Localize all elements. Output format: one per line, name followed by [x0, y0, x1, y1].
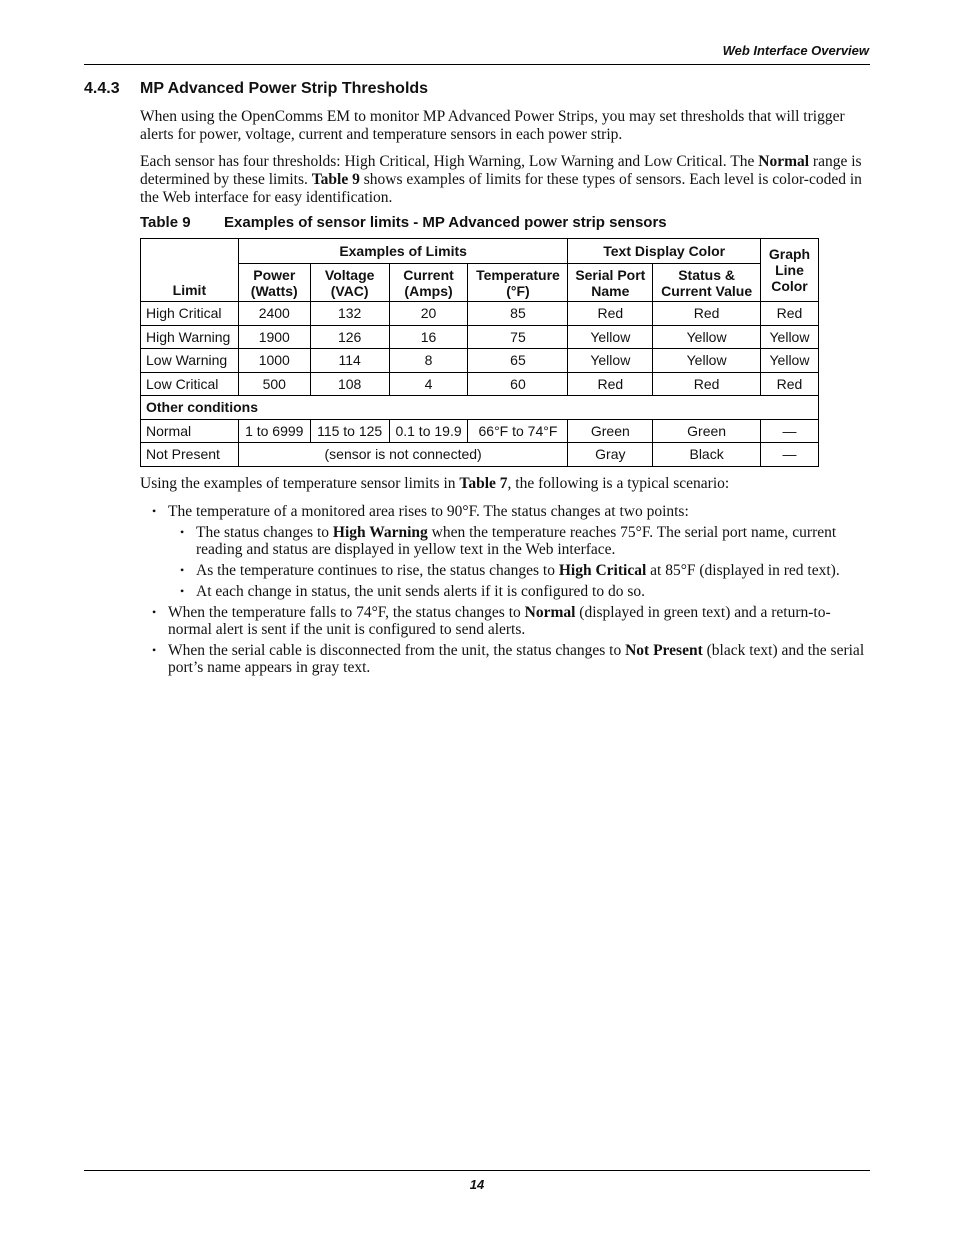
table-cell: 66°F to 74°F [468, 419, 568, 443]
table-cell: Yellow [568, 349, 653, 373]
text-run: When the temperature falls to 74°F, the status changes to [168, 604, 525, 621]
table-cell: Green [568, 419, 653, 443]
table-cell: Normal [141, 419, 239, 443]
col-header-graph-line: Graph Line Color [760, 239, 818, 302]
table-reference: Table 9 [311, 171, 360, 188]
list-item [152, 642, 870, 676]
section-heading [84, 80, 428, 98]
table-cell: Red [653, 372, 761, 396]
table-cell: 16 [389, 325, 468, 349]
running-header: Web Interface Overview [722, 43, 869, 58]
table-cell: 85 [468, 302, 568, 326]
table-cell: High Warning [141, 325, 239, 349]
list-item [152, 503, 870, 600]
text-run: The temperature of a monitored area rises to 90°F. The status changes at two points: [168, 503, 689, 520]
table-reference: Table 7 [459, 475, 508, 492]
table-cell: 60 [468, 372, 568, 396]
sub-list [180, 524, 870, 600]
text-run: (displayed in green text) and a return-to-normal alert is sent if the unit is configured to send alerts. [168, 604, 831, 638]
bold-run: Normal [524, 604, 576, 621]
list-item [180, 562, 870, 579]
table-cell: Red [760, 372, 818, 396]
table-cell: Low Warning [141, 349, 239, 373]
table-cell: 0.1 to 19.9 [389, 419, 468, 443]
table-number: Table 9 [140, 214, 191, 231]
col-header-current: Current (Amps) [389, 264, 468, 302]
table-cell: 132 [310, 302, 389, 326]
other-conditions-label: Other conditions [141, 396, 819, 420]
bold-run: High Warning [332, 524, 428, 541]
table-cell: 2400 [238, 302, 310, 326]
bullet-icon: • [152, 605, 157, 619]
intro-paragraph: When using the OpenComms EM to monitor MP Advanced Power Strips, you may set thresholds that will trigger alerts for power, voltage, current and temperature sensors in each power strip. [140, 108, 845, 143]
header-rule [84, 64, 870, 65]
text-run: shows examples of limits for these types of sensors. Each level is color-coded in the Web interface for easy identification. [140, 171, 862, 206]
table-cell: Red [760, 302, 818, 326]
table-cell: 65 [468, 349, 568, 373]
table-cell: (sensor is not connected) [238, 443, 568, 467]
table-row-other-conditions [141, 396, 819, 420]
scenario-list [152, 503, 870, 680]
text-run: when the temperature reaches 75°F. The serial port name, current reading and status are displayed in yellow text in the Web interface. [196, 524, 837, 558]
list-item [152, 604, 870, 638]
thresholds-paragraph [140, 153, 870, 207]
bullet-icon: • [152, 504, 157, 518]
table-title: Examples of sensor limits - MP Advanced power strip sensors [224, 214, 667, 231]
page-number: 14 [469, 1177, 485, 1192]
table-cell: 115 to 125 [310, 419, 389, 443]
bold-run: Normal [758, 153, 810, 170]
table-cell: Yellow [653, 349, 761, 373]
col-header-status: Status & Current Value [653, 264, 761, 302]
table-cell: High Critical [141, 302, 239, 326]
text-run: As the temperature continues to rise, the status changes to [196, 562, 559, 579]
bold-run: High Critical [558, 562, 647, 579]
table-cell: Yellow [653, 325, 761, 349]
bullet-icon: • [180, 563, 185, 577]
table-cell: 20 [389, 302, 468, 326]
table-row [141, 419, 819, 443]
table-cell: Yellow [568, 325, 653, 349]
list-item [180, 524, 870, 558]
table-cell: Not Present [141, 443, 239, 467]
bold-run: Not Present [625, 642, 703, 659]
table-row [141, 372, 819, 396]
text-run: , the following is a typical scenario: [507, 475, 730, 492]
col-header-temperature: Temperature (°F) [468, 264, 568, 302]
table-row [141, 302, 819, 326]
table-cell: 108 [310, 372, 389, 396]
col-header-limit: Limit [141, 239, 239, 302]
table-cell: — [760, 443, 818, 467]
scenario-intro-paragraph [140, 475, 870, 493]
group-header-examples: Examples of Limits [238, 239, 568, 264]
text-run: (black text) and the serial port’s name appears in gray text. [168, 642, 865, 676]
table-cell: 114 [310, 349, 389, 373]
section-title: MP Advanced Power Strip Thresholds [140, 80, 429, 97]
table-cell: 75 [468, 325, 568, 349]
table-cell: Black [653, 443, 761, 467]
bullet-icon: • [180, 525, 185, 539]
table-cell: Yellow [760, 349, 818, 373]
col-header-serial-port: Serial Port Name [568, 264, 653, 302]
text-run: Each sensor has four thresholds: High Critical, High Warning, Low Warning and Low Critical. The [140, 153, 759, 170]
footer-rule [84, 1170, 870, 1171]
table-cell: Red [568, 372, 653, 396]
table-cell: 500 [238, 372, 310, 396]
table-cell: — [760, 419, 818, 443]
list-item [180, 583, 870, 600]
table-cell: Gray [568, 443, 653, 467]
table-cell: 1000 [238, 349, 310, 373]
col-header-voltage: Voltage (VAC) [310, 264, 389, 302]
table-cell: Low Critical [141, 372, 239, 396]
bullet-icon: • [152, 643, 157, 657]
text-run: The status changes to [196, 524, 333, 541]
table-cell: Red [568, 302, 653, 326]
bullet-icon: • [180, 584, 185, 598]
text-run: When the serial cable is disconnected from the unit, the status changes to [168, 642, 626, 659]
sensor-limits-table [140, 238, 819, 467]
table-cell: 8 [389, 349, 468, 373]
table-cell: 1 to 6999 [238, 419, 310, 443]
group-header-text-display: Text Display Color [568, 239, 761, 264]
table-cell: Red [653, 302, 761, 326]
table-row [141, 443, 819, 467]
table-cell: 4 [389, 372, 468, 396]
text-run: range is determined by these limits. [140, 153, 862, 188]
col-header-power: Power (Watts) [238, 264, 310, 302]
table-cell: 126 [310, 325, 389, 349]
table-caption [140, 214, 667, 231]
text-run: at 85°F (displayed in red text). [646, 562, 840, 579]
table-row [141, 349, 819, 373]
table-cell: Green [653, 419, 761, 443]
table-row [141, 325, 819, 349]
text-run: At each change in status, the unit sends alerts if it is configured to do so. [196, 583, 645, 600]
section-number: 4.4.3 [84, 80, 120, 97]
text-run: Using the examples of temperature sensor limits in [140, 475, 460, 492]
table-cell: 1900 [238, 325, 310, 349]
table-cell: Yellow [760, 325, 818, 349]
